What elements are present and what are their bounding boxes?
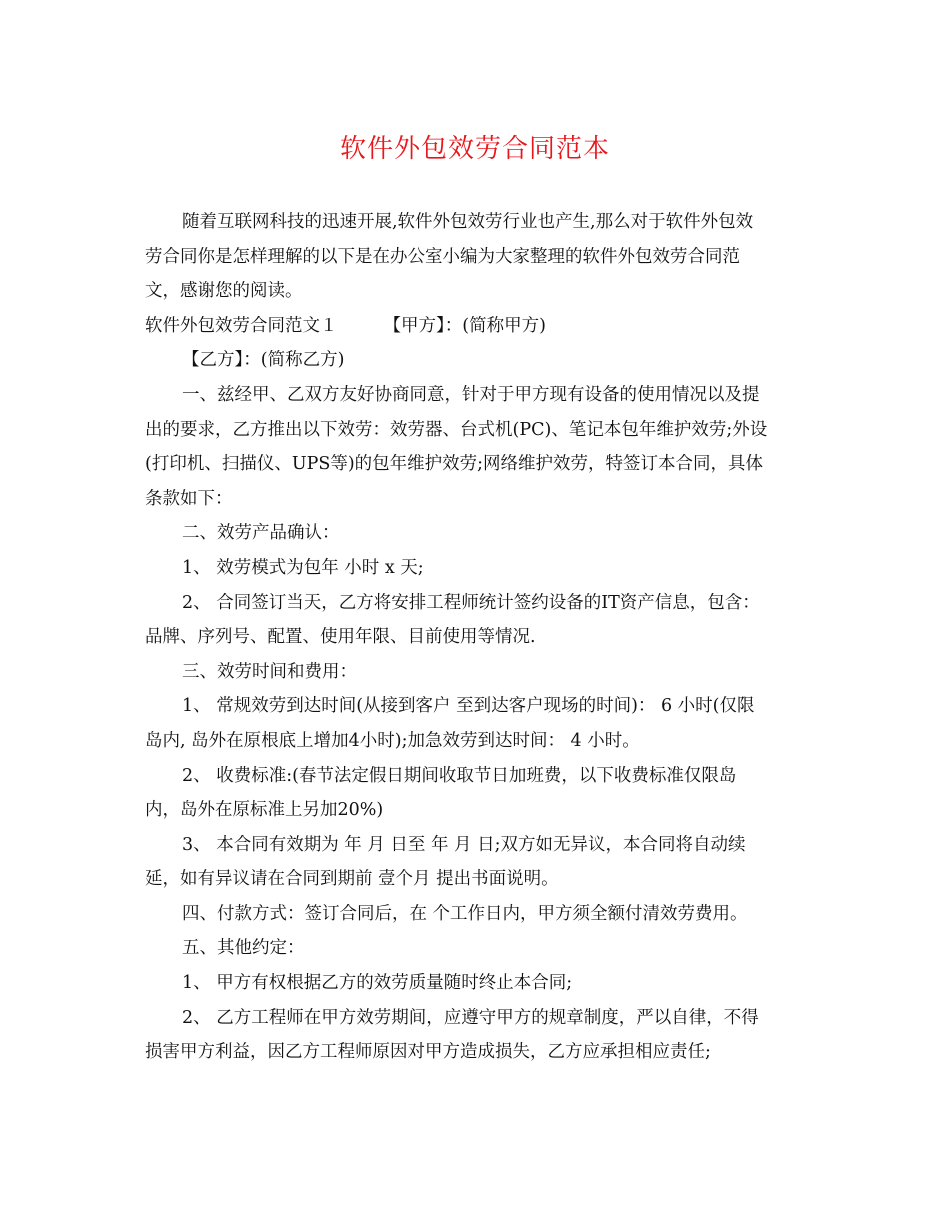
text-line: 1、 常规效劳到达时间(从接到客户 至到达客户现场的时间)： 6 小时(仅限: [182, 696, 755, 717]
text-line: 条款如下：: [145, 488, 233, 509]
text-line: 二、效劳产品确认：: [182, 523, 340, 544]
text-line: 随着互联网科技的迅速开展,软件外包效劳行业也产生,那么对于软件外包效: [182, 212, 754, 232]
text-line: 1、 效劳模式为包年 小时 x 天;: [182, 557, 424, 578]
text-line: 内，岛外在原标准上另加20%): [145, 800, 384, 821]
document-title: 软件外包效劳合同范本: [339, 134, 610, 164]
text-line: 3、 本合同有效期为 年 月 日至 年 月 日;双方如无异议，本合同将自动续: [182, 834, 746, 855]
text-line: 一、兹经甲、乙双方友好协商同意，针对于甲方现有设备的使用情况以及提: [182, 384, 760, 405]
text-line: 损害甲方利益，因乙方工程师原因对甲方造成损失，乙方应承担相应责任;: [145, 1042, 711, 1063]
party-a-label: 【甲方】：(简称甲方): [383, 315, 546, 336]
text-line: 文，感谢您的阅读。: [145, 281, 303, 302]
text-line: 出的要求，乙方推出以下效劳：效劳器、台式机(PC)、笔记本包年维护效劳;外设: [145, 419, 768, 440]
text-line: (打印机、扫描仪、UPS等)的包年维护效劳;网络维护效劳，特签订本合同，具体: [145, 454, 764, 475]
text-line: 2、 合同签订当天，乙方将安排工程师统计签约设备的IT资产信息，包含：: [182, 592, 760, 613]
text-line: 五、其他约定：: [182, 938, 305, 959]
text-line: 三、效劳时间和费用：: [182, 661, 357, 682]
text-line: 2、 收费标准:(春节法定假日期间收取节日加班费，以下收费标准仅限岛: [182, 765, 737, 786]
text-line: 品牌、序列号、配置、使用年限、目前使用等情况.: [145, 627, 536, 648]
text-line: 1、 甲方有权根据乙方的效劳质量随时终止本合同;: [182, 973, 573, 994]
text-line: 2、 乙方工程师在甲方效劳期间，应遵守甲方的规章制度，严以自律，不得: [182, 1007, 759, 1028]
text-line: 劳合同你是怎样理解的以下是在办公室小编为大家整理的软件外包效劳合同范: [145, 246, 740, 267]
text-line: 软件外包效劳合同范文１ 【甲方】：(简称甲方): [145, 315, 546, 336]
text-line: 岛内, 岛外在原根底上增加4小时);加急效劳到达时间： 4 小时。: [145, 730, 640, 751]
text-line: 【乙方】：(简称乙方): [182, 350, 345, 371]
document-body: [145, 205, 805, 1070]
text-line: 四、付款方式：签订合同后，在 个工作日内，甲方须全额付清效劳费用。: [182, 903, 748, 924]
text-line: 延，如有异议请在合同到期前 壹个月 提出书面说明。: [145, 869, 559, 890]
